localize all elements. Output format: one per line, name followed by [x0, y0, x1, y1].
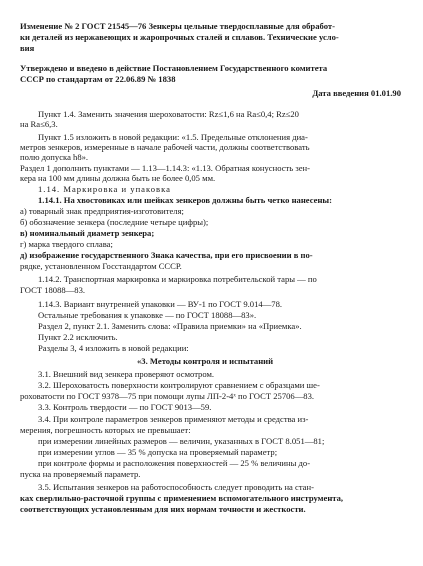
body-line-26: роховатости по ГОСТ 9378—75 при помощи лупы ЛП-2-4ˣ по ГОСТ 25706—83. — [20, 391, 315, 401]
body-line-27: 3.3. Контроль твердости — по ГОСТ 9013—59. — [38, 402, 212, 412]
approval-line-2: СССР по стандартам от 22.06.89 № 1838 — [20, 74, 176, 84]
body-line-35: ках сверлильно-расточной группы с применением вспомогательного инструмента, — [20, 493, 344, 503]
body-line-12: в) номинальный диаметр зенкера; — [20, 228, 155, 238]
body-line-6: Раздел 1 дополнить пунктами — 1.13—1.14.3: «1.13. Обратная конусность зен- — [20, 163, 311, 173]
body-line-20: Раздел 2, пункт 2.1. Заменить слова: «Правила приемки» на «Приемка». — [38, 321, 302, 331]
body-line-32: при контроле формы и расположения поверхностей — 25 % величины до- — [38, 458, 311, 468]
body-line-19: Остальные требования к упаковке — по ГОСТ 18088—83». — [38, 310, 257, 320]
body-line-22: Разделы 3, 4 изложить в новой редакции: — [38, 343, 189, 353]
body-line-18: 1.14.3. Вариант внутренней упаковки — ВУ-1 по ГОСТ 9.014—78. — [38, 299, 283, 309]
section-heading-marking: 1.14. Маркировка и упаковка — [38, 184, 171, 194]
body-line-16: 1.14.2. Транспортная маркировка и маркировка потребительской тары — по — [38, 274, 317, 284]
effective-date: Дата введения 01.01.90 — [312, 88, 401, 98]
body-line-1: Пункт 1.4. Заменить значения шероховатости: Rz≤1,6 на Ra≤0,4; Rz≤20 — [38, 109, 299, 119]
body-line-21: Пункт 2.2 исключить. — [38, 332, 118, 342]
section-heading-methods: «3. Методы контроля и испытаний — [137, 356, 274, 366]
body-line-10: а) товарный знак предприятия-изготовителя; — [20, 206, 184, 216]
document-title-line-1: Изменение № 2 ГОСТ 21545—76 Зенкеры цельные твердосплавные для обработ- — [20, 21, 335, 31]
body-line-25: 3.2. Шероховатость поверхности контролируют сравнением с образцами ше- — [38, 380, 320, 390]
body-line-28: 3.4. При контроле параметров зенкеров применяют методы и средства из- — [38, 414, 309, 424]
body-line-29: мерения, погрешность которых не превышает: — [20, 425, 191, 435]
body-line-13: г) марка твердого сплава; — [20, 239, 113, 249]
body-line-5: полю допуска h8». — [20, 152, 89, 162]
body-line-24: 3.1. Внешний вид зенкера проверяют осмотром. — [38, 369, 215, 379]
body-line-14: д) изображение государственного Знака качества, при его присвоении в по- — [20, 250, 313, 260]
approval-line-1: Утверждено и введено в действие Постановлением Государственного комитета — [20, 63, 328, 73]
document-title-line-2: ки деталей из нержавеющих и жаропрочных сталей и сплавов. Технические усло- — [20, 32, 339, 42]
body-line-9: 1.14.1. На хвостовиках или шейках зенкеров должны быть четко нанесены: — [38, 195, 332, 205]
body-line-7: кера на 100 мм длины должна быть не более 0,05 мм. — [20, 173, 216, 183]
document-title-line-3: вия — [20, 43, 35, 53]
body-line-36: соответствующих установленным для них нормам точности и жесткости. — [20, 504, 306, 514]
body-line-31: при измерении углов — 35 % допуска на проверяемый параметр; — [38, 447, 278, 457]
body-line-4: метров зенкеров, измеренные в начале рабочей части, должны соответствовать — [20, 142, 310, 152]
body-line-15: рядке, установленном Госстандартом СССР. — [20, 261, 182, 271]
body-line-3: Пункт 1.5 изложить в новой редакции: «1.5. Предельные отклонения диа- — [38, 132, 308, 142]
body-line-33: пуска на проверяемый параметр. — [20, 469, 141, 479]
body-line-2: на Ra≤6,3. — [20, 119, 58, 129]
body-line-34: 3.5. Испытания зенкеров на работоспособность следует проводить на стан- — [38, 482, 314, 492]
body-line-17: ГОСТ 18088—83. — [20, 285, 86, 295]
body-line-11: б) обозначение зенкера (последние четыре цифры); — [20, 217, 209, 227]
body-line-30: при измерении линейных размеров — величин, указанных в ГОСТ 8.051—81; — [38, 436, 325, 446]
